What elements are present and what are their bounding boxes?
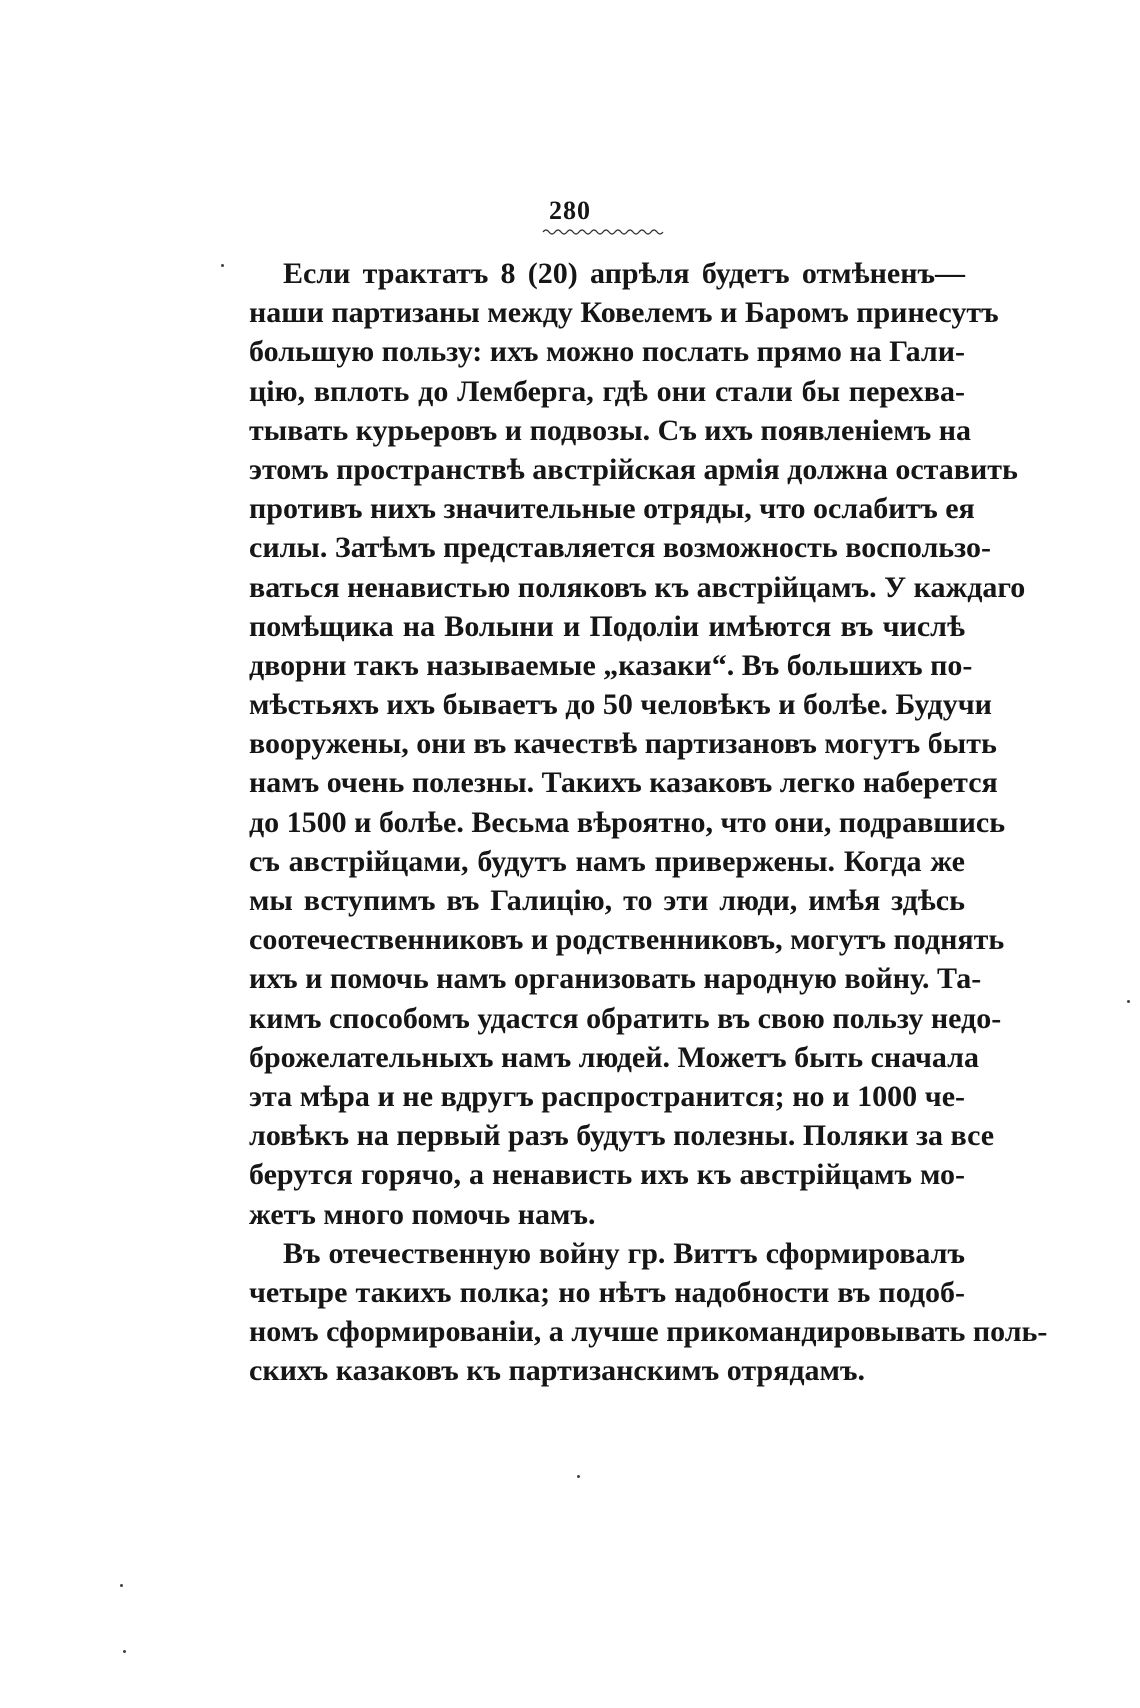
page-number: 280	[549, 196, 591, 225]
text-line: кимъ способомъ удастся обратить въ свою пользу недо-	[249, 1001, 1002, 1035]
text-line: Въ отечественную войну гр. Виттъ сформировалъ	[283, 1236, 965, 1270]
scan-speck	[1127, 1000, 1130, 1003]
scan-speck	[123, 1650, 126, 1653]
text-line: наши партизаны между Ковелемъ и Баромъ принесутъ	[249, 296, 999, 330]
text-line: ловѣкъ на первый разъ будутъ полезны. Поляки за все	[249, 1119, 995, 1153]
text-line: брожелательныхъ намъ людей. Можетъ быть сначала	[249, 1040, 980, 1074]
text-line: большую пользу: ихъ можно послать прямо на Гали-	[249, 335, 965, 369]
text-line: соотечественниковъ и родственниковъ, могутъ поднять	[249, 923, 1005, 957]
text-line: четыре такихъ полка; но нѣтъ надобности въ подоб-	[249, 1275, 965, 1309]
text-line: намъ очень полезны. Такихъ казаковъ легко наберется	[249, 766, 998, 800]
text-line: мы вступимъ въ Галицію, то эти люди, имѣя здѣсь	[249, 884, 965, 917]
text-line: номъ сформированіи, а лучше прикомандировывать поль-	[249, 1315, 1048, 1349]
text-line: эта мѣра и не вдругъ распространится; но и 1000 че-	[249, 1079, 965, 1113]
ornament-wavy-rule	[543, 226, 665, 236]
text-line: силы. Затѣмъ представляется возможность воспользо-	[249, 531, 992, 565]
scan-speck	[120, 1584, 123, 1587]
scan-speck	[577, 1475, 580, 1478]
text-line: до 1500 и болѣе. Весьма вѣроятно, что они, подравшись	[249, 805, 1006, 839]
text-line: ваться ненавистью поляковъ къ австрійцамъ. У каждаго	[249, 570, 1026, 604]
text-line: цію, вплоть до Лемберга, гдѣ они стали бы перехва-	[249, 374, 965, 408]
text-line: вооружены, они въ качествѣ партизановъ могутъ быть	[249, 727, 997, 761]
text-line: помѣщика на Волыни и Подоліи имѣются въ числѣ	[249, 609, 965, 643]
text-line: этомъ пространствѣ австрійская армія должна оставить	[249, 452, 1018, 486]
text-line: берутся горячо, а ненависть ихъ къ австрійцамъ мо-	[249, 1158, 965, 1192]
text-line: Если трактатъ 8 (20) апрѣля будетъ отмѣненъ—	[283, 257, 965, 290]
text-line: тывать курьеровъ и подвозы. Съ ихъ появленіемъ на	[249, 413, 971, 447]
body-text	[249, 254, 1048, 1390]
text-line: мѣстьяхъ ихъ бываетъ до 50 человѣкъ и болѣе. Будучи	[249, 688, 992, 722]
scan-speck	[221, 264, 224, 267]
text-line: дворни такъ называемые „казаки“. Въ большихъ по-	[249, 648, 973, 682]
text-line: жетъ много помочь намъ.	[249, 1197, 596, 1231]
text-line: съ австрійцами, будутъ намъ привержены. Когда же	[249, 844, 965, 878]
text-line: противъ нихъ значительные отряды, что ослабитъ ея	[249, 492, 975, 526]
text-line: ихъ и помочь намъ организовать народную войну. Та-	[249, 962, 982, 996]
text-line: скихъ казаковъ къ партизанскимъ отрядамъ.	[249, 1354, 865, 1388]
